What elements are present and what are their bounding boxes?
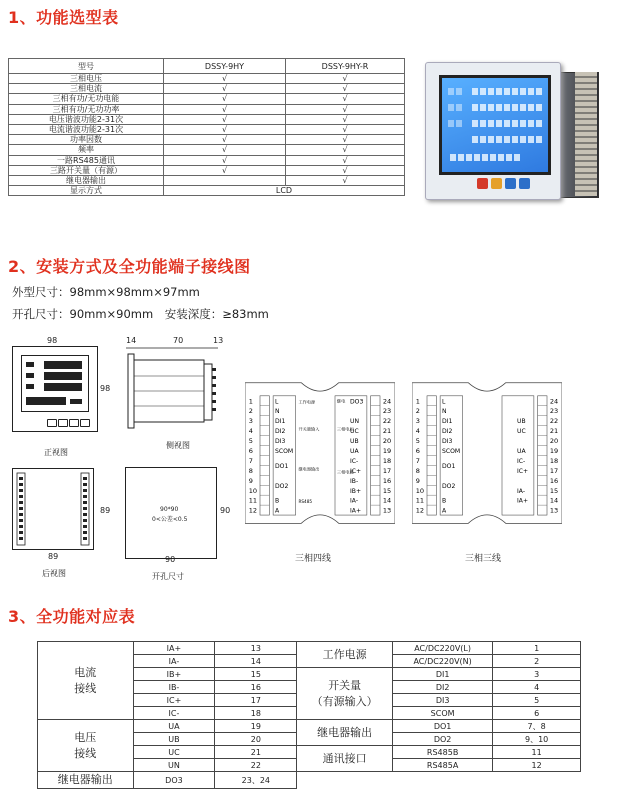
terminal-number: 12 (415, 506, 425, 515)
terminal-cell: IC+ (133, 694, 215, 707)
terminal-label: UC (350, 428, 359, 436)
terminal-number-cell: 4 (493, 681, 581, 694)
function-name-cell: 频率 (9, 145, 164, 155)
section-title-2: 2、安装方式及全功能端子接线图 (8, 257, 251, 276)
support-cell: √ (286, 175, 405, 185)
device-button-enter-icon (519, 178, 530, 189)
terminal-cell: SCOM (392, 707, 492, 720)
support-cell: √ (164, 145, 286, 155)
terminal-number: 2 (415, 407, 420, 416)
terminal-number: 5 (248, 437, 253, 446)
terminal-number-cell: 15 (215, 668, 297, 681)
four-wire-label: 三相四线 (295, 554, 332, 564)
outline-size-text: 外型尺寸：98mm×98mm×97mm (12, 285, 200, 299)
side-dim-a: 14 (126, 336, 137, 345)
terminal-number: 21 (382, 427, 392, 436)
group-name-cell: 继电器输出 (297, 720, 393, 746)
header-cell-model-b: DSSY-9HY-R (286, 59, 405, 74)
table-row (38, 642, 581, 655)
table-row (9, 124, 405, 134)
terminal-number-cell: 21 (215, 746, 297, 759)
terminal-number-cell: 20 (215, 733, 297, 746)
terminal-number: 3 (248, 417, 253, 426)
table-row (9, 84, 405, 94)
table-row (9, 155, 405, 165)
terminal-label: DI3 (275, 438, 286, 446)
cutout-height-dim: 90 (220, 506, 231, 515)
terminal-number-cell: 11 (493, 746, 581, 759)
section-title-3: 3、全功能对应表 (8, 607, 136, 626)
device-photo (425, 62, 561, 200)
terminal-label: IA+ (517, 497, 529, 505)
terminal-label: DO1 (442, 462, 456, 470)
terminal-group-desc: 工作电源 (298, 399, 316, 405)
section-title-1: 1、功能选型表 (8, 8, 119, 27)
terminal-cell: DI2 (392, 681, 492, 694)
support-cell: √ (164, 135, 286, 145)
terminal-label: IC+ (350, 467, 362, 475)
terminal-label: DO2 (442, 482, 456, 490)
terminal-group-desc: 继电器输出 (298, 466, 320, 472)
terminal-number-cell: 23、24 (215, 772, 297, 789)
table-row (9, 135, 405, 145)
terminal-label: IA+ (350, 507, 362, 515)
terminal-cell: IA+ (133, 642, 215, 655)
support-cell: √ (164, 104, 286, 114)
terminal-cell: RS485A (392, 759, 492, 772)
side-dim-c: 13 (213, 336, 224, 345)
terminal-number: 16 (549, 476, 559, 485)
terminal-label: IB- (350, 477, 359, 485)
terminal-cell: DO1 (392, 720, 492, 733)
cutout-width-dim: 90 (165, 555, 176, 564)
terminal-number: 18 (382, 456, 392, 465)
terminal-label: A (275, 507, 280, 515)
front-width-dim: 98 (47, 336, 58, 345)
terminal-label: DI3 (442, 438, 453, 446)
support-cell: √ (286, 114, 405, 124)
group-name-cell: 通讯接口 (297, 746, 393, 772)
table-row (9, 114, 405, 124)
group-name-cell: 电压 接线 (38, 720, 134, 772)
terminal-number-cell: 16 (215, 681, 297, 694)
terminal-label: IC- (517, 457, 526, 465)
side-view-drawing (126, 346, 218, 430)
back-width-dim: 89 (48, 552, 59, 561)
cutout-drawing (125, 467, 217, 559)
front-button-icon (80, 419, 90, 427)
terminal-group-desc: 三相电压 (336, 426, 354, 432)
terminal-cell: DI1 (392, 668, 492, 681)
terminal-number: 20 (382, 437, 392, 446)
terminal-label: B (275, 497, 280, 505)
terminal-number: 7 (248, 456, 253, 465)
device-button-left-icon (491, 178, 502, 189)
terminal-number: 14 (382, 496, 392, 505)
display-mode-label: 显示方式 (9, 186, 164, 196)
terminal-number: 8 (415, 466, 420, 475)
terminal-label: UA (350, 448, 359, 455)
device-button-up-icon (505, 178, 516, 189)
terminal-number: 4 (415, 427, 420, 436)
support-cell: √ (286, 135, 405, 145)
function-name-cell: 三路开关量（有源） (9, 165, 164, 175)
terminal-number: 3 (415, 417, 420, 426)
table-row (9, 94, 405, 104)
terminal-cell: DO3 (133, 772, 215, 789)
terminal-cell: IB- (133, 681, 215, 694)
terminal-label: UB (350, 438, 359, 446)
function-name-cell: 电压谐波功能2-31次 (9, 114, 164, 124)
terminal-number: 1 (248, 397, 253, 406)
cutout-size-text: 开孔尺寸：90mm×90mm 安装深度：≥83mm (12, 307, 269, 321)
three-wire-label: 三相三线 (465, 554, 502, 564)
front-button-icon (47, 419, 57, 427)
support-cell: √ (164, 155, 286, 165)
terminal-cell: AC/DC220V(L) (392, 642, 492, 655)
terminal-number: 20 (549, 437, 559, 446)
terminal-label: IA- (517, 487, 526, 495)
terminal-label: N (442, 408, 447, 416)
terminal-number-cell: 13 (215, 642, 297, 655)
back-view-drawing (12, 468, 94, 550)
terminal-number: 19 (549, 447, 559, 455)
cutout-tolerance-text: 0<公差<0.5 (152, 516, 188, 523)
device-terminal-block (575, 72, 597, 196)
header-cell-model-a: DSSY-9HY (164, 59, 286, 74)
terminal-cell: IA- (133, 655, 215, 668)
terminal-cell: DI3 (392, 694, 492, 707)
support-cell: √ (164, 74, 286, 84)
function-name-cell: 三相电压 (9, 74, 164, 84)
function-selection-table (8, 58, 405, 196)
terminal-label: DO1 (275, 462, 289, 470)
terminal-number: 15 (549, 486, 559, 495)
terminal-cell: RS485B (392, 746, 492, 759)
terminal-number: 12 (248, 506, 258, 515)
table-row (38, 772, 581, 789)
terminal-number: 15 (382, 486, 392, 495)
terminal-number: 13 (549, 506, 559, 515)
support-cell: √ (164, 84, 286, 94)
function-name-cell: 一路RS485通讯 (9, 155, 164, 165)
function-name-cell: 三相电流 (9, 84, 164, 94)
table-row (9, 74, 405, 84)
terminal-number: 8 (248, 466, 253, 475)
terminal-number-cell: 1 (493, 642, 581, 655)
terminal-number: 11 (248, 496, 258, 505)
support-cell: √ (286, 145, 405, 155)
front-button-icon (69, 419, 79, 427)
device-button-menu-icon (477, 178, 488, 189)
terminal-label: N (275, 408, 280, 416)
wiring-diagram-four-wire (245, 378, 395, 528)
terminal-number: 1 (415, 397, 420, 406)
terminal-number-cell: 22 (215, 759, 297, 772)
wiring-diagram-three-wire (412, 378, 562, 528)
terminal-number: 14 (549, 496, 559, 505)
terminal-label: A (442, 507, 447, 515)
terminal-number: 2 (248, 407, 253, 416)
terminal-label: B (442, 497, 447, 505)
terminal-cell: DO2 (392, 733, 492, 746)
support-cell: √ (286, 124, 405, 134)
back-terminals-icon (13, 469, 93, 549)
support-cell: √ (164, 165, 286, 175)
terminal-number-cell: 6 (493, 707, 581, 720)
terminal-number-cell: 9、10 (493, 733, 581, 746)
table-row (9, 145, 405, 155)
terminal-number: 22 (382, 417, 392, 426)
group-name-cell: 开关量 （有源输入） (297, 668, 393, 720)
front-view-label: 正视图 (44, 448, 68, 457)
terminal-cell: UB (133, 733, 215, 746)
terminal-number: 23 (549, 407, 559, 416)
terminal-number-cell: 14 (215, 655, 297, 668)
terminal-label: SCOM (275, 448, 294, 455)
terminal-label: DI2 (442, 428, 453, 436)
support-cell: √ (286, 155, 405, 165)
back-height-dim: 89 (100, 506, 111, 515)
function-name-cell: 三相有功/无功功率 (9, 104, 164, 114)
cutout-label: 开孔尺寸 (152, 572, 184, 581)
terminal-label: UB (517, 418, 526, 426)
terminal-number: 24 (382, 397, 392, 406)
support-cell: √ (286, 94, 405, 104)
terminal-number: 9 (248, 476, 253, 485)
header-cell-model: 型号 (9, 59, 164, 74)
cutout-size-text: 90*90 (160, 506, 179, 513)
terminal-number: 9 (415, 476, 420, 485)
terminal-number: 22 (549, 417, 559, 426)
terminal-number: 19 (382, 447, 392, 455)
terminal-number-cell: 5 (493, 694, 581, 707)
back-view-label: 后视图 (42, 569, 66, 578)
terminal-label: DI1 (275, 418, 286, 426)
terminal-label: DI1 (442, 418, 453, 426)
terminal-label: IB+ (350, 487, 362, 495)
terminal-number: 24 (549, 397, 559, 406)
terminal-number: 6 (248, 447, 253, 455)
terminal-label: UA (517, 448, 526, 455)
terminal-number-cell: 2 (493, 655, 581, 668)
front-digits-icon (22, 356, 88, 411)
terminal-number: 10 (248, 486, 258, 495)
terminal-number-cell: 7、8 (493, 720, 581, 733)
side-view-label: 侧视图 (166, 441, 190, 450)
terminal-number: 5 (415, 437, 420, 446)
support-cell: √ (286, 84, 405, 94)
front-height-dim: 98 (100, 384, 111, 393)
terminal-label: L (275, 398, 279, 406)
support-cell: √ (286, 74, 405, 84)
terminal-cell: IC- (133, 707, 215, 720)
support-cell: √ (164, 114, 286, 124)
support-cell (164, 175, 286, 185)
terminal-label: DO2 (275, 482, 289, 490)
table-row (9, 104, 405, 114)
support-cell: √ (286, 165, 405, 175)
front-button-icon (58, 419, 68, 427)
terminal-number-cell: 17 (215, 694, 297, 707)
terminal-number: 6 (415, 447, 420, 455)
terminal-number: 7 (415, 456, 420, 465)
lcd-screen (439, 75, 551, 175)
terminal-cell: UA (133, 720, 215, 733)
terminal-label: DI2 (275, 428, 286, 436)
function-mapping-table (37, 641, 581, 789)
terminal-number: 17 (549, 466, 559, 475)
support-cell: √ (286, 104, 405, 114)
terminal-number: 4 (248, 427, 253, 436)
terminal-group-desc: RS485 (298, 499, 313, 505)
terminal-number: 13 (382, 506, 392, 515)
terminal-label: DO3 (350, 398, 364, 406)
terminal-number: 23 (382, 407, 392, 416)
table-header-row (9, 59, 405, 74)
group-name-cell: 工作电源 (297, 642, 393, 668)
terminal-label: UN (350, 418, 359, 426)
group-name-cell: 继电器输出 (38, 772, 134, 789)
function-name-cell: 继电器输出 (9, 175, 164, 185)
terminal-cell: AC/DC220V(N) (392, 655, 492, 668)
table-row (38, 720, 581, 733)
terminal-label: IC- (350, 457, 359, 465)
table-row (9, 175, 405, 185)
function-name-cell: 三相有功/无功电能 (9, 94, 164, 104)
display-mode-value: LCD (164, 186, 405, 196)
terminal-group-desc: 继电 (336, 398, 346, 404)
terminal-number: 10 (415, 486, 425, 495)
terminal-number: 21 (549, 427, 559, 436)
function-name-cell: 功率因数 (9, 135, 164, 145)
front-display-outline (21, 355, 89, 412)
front-view-drawing (12, 346, 98, 432)
support-cell: √ (164, 94, 286, 104)
terminal-label: UC (517, 428, 526, 436)
group-name-cell: 电流 接线 (38, 642, 134, 720)
terminal-group-desc: 三相电流 (336, 469, 354, 475)
terminal-group-desc: 开关量输入 (298, 426, 320, 432)
terminal-cell: IB+ (133, 668, 215, 681)
terminal-label: SCOM (442, 448, 461, 455)
side-dim-b: 70 (173, 336, 184, 345)
display-mode-row (9, 186, 405, 196)
terminal-cell: UC (133, 746, 215, 759)
terminal-number-cell: 18 (215, 707, 297, 720)
terminal-number: 18 (549, 456, 559, 465)
terminal-cell: UN (133, 759, 215, 772)
terminal-number-cell: 3 (493, 668, 581, 681)
terminal-label: IC+ (517, 467, 529, 475)
terminal-number: 17 (382, 466, 392, 475)
terminal-number: 16 (382, 476, 392, 485)
table-row (9, 165, 405, 175)
function-name-cell: 电流谐波功能2-31次 (9, 124, 164, 134)
support-cell: √ (164, 124, 286, 134)
terminal-number: 11 (415, 496, 425, 505)
terminal-label: IA- (350, 497, 359, 505)
terminal-number-cell: 19 (215, 720, 297, 733)
terminal-label: L (442, 398, 446, 406)
terminal-number-cell: 12 (493, 759, 581, 772)
